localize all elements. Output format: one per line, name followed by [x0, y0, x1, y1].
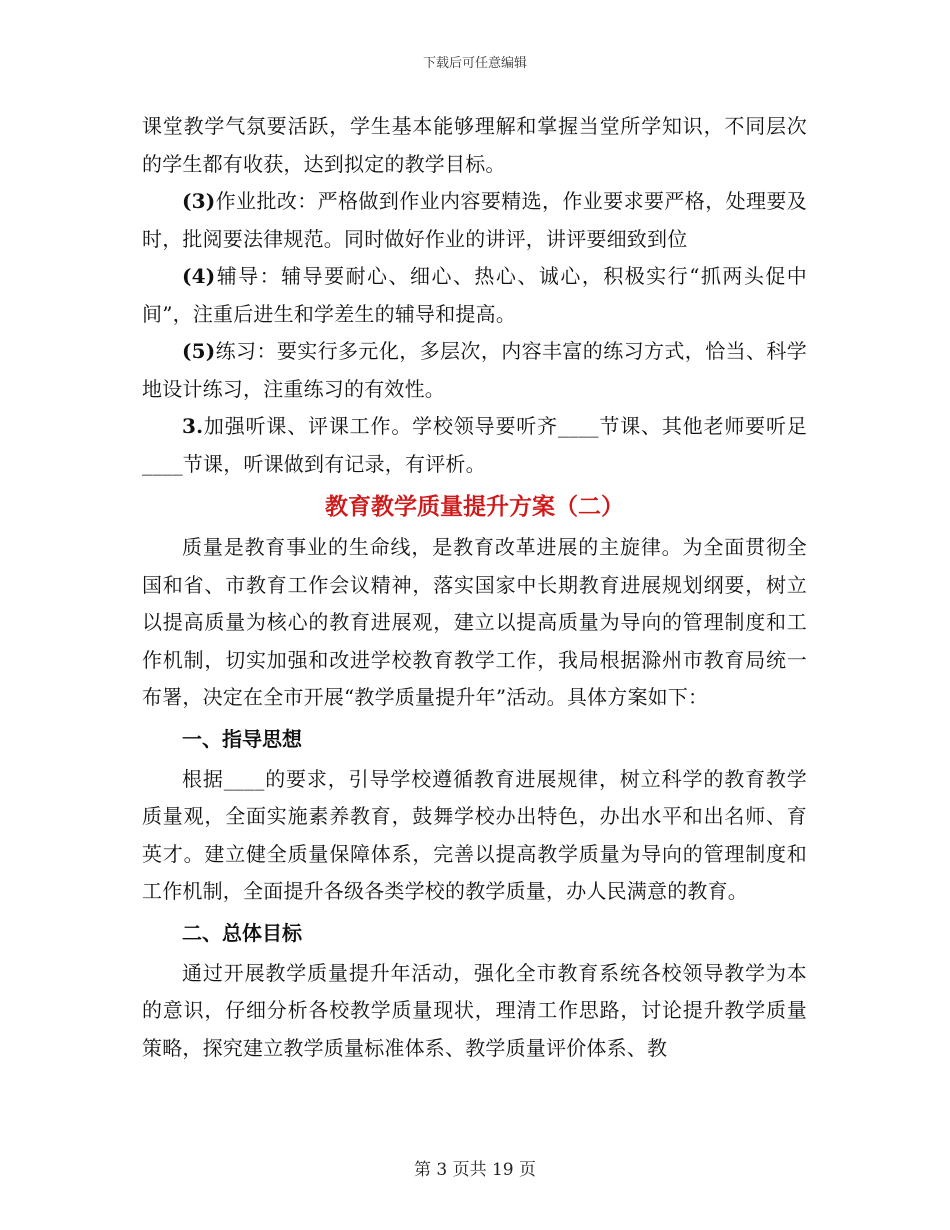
item-number: (3) [182, 189, 216, 213]
paragraph-text: 练习：要实行多元化，多层次，内容丰富的练习方式，恰当、科学地设计练习，注重练习的有效性。 [142, 339, 807, 401]
paragraph-intro: 质量是教育事业的生命线，是教育改革进展的主旋律。为全面贯彻全国和省、市教育工作会议精神，落实国家中长期教育进展规划纲要，树立以提高质量为核心的教育进展观，建立以提高质量为导向的管理制度和工作机制，切实加强和改进学校教育教学工作，我局根据滁州市教育局统一布署，决定在全市开展“教学质量提升年”活动。具体方案如下： [142, 535, 807, 709]
paragraph-practice [142, 333, 807, 408]
page-header: 下载后可任意编辑 [422, 56, 527, 71]
heading-overall-goals: 二、总体目标 [182, 920, 302, 945]
paragraph-classroom [142, 108, 807, 183]
paragraph-homework [142, 183, 807, 258]
document-body [142, 108, 807, 1067]
section-title: 教育教学质量提升方案（二） [325, 493, 624, 520]
paragraph-guiding-ideology: 根据____的要求，引导学校遵循教育进展规律，树立科学的教育教学质量观，全面实施素养教育，鼓舞学校办出特色，办出水平和出名师、育英才。建立健全质量保障体系，完善以提高教学质量为导向的管理制度和工作机制，全面提升各级各类学校的教学质量，办人民满意的教育。 [142, 766, 807, 903]
paragraph-lesson-observation [142, 408, 807, 483]
paragraph-text: 课堂教学气氛要活跃，学生基本能够理解和掌握当堂所学知识，不同层次的学生都有收获，达到拟定的教学目标。 [142, 114, 807, 176]
item-number: (5) [182, 339, 216, 363]
page-footer: 第 3 页共 19 页 [413, 1160, 537, 1180]
paragraph-overall-goals: 通过开展教学质量提升年活动，强化全市教育系统各校领导教学为本的意识，仔细分析各校教学质量现状，理清工作思路，讨论提升教学质量策略，探究建立教学质量标准体系、教学质量评价体系、教 [142, 960, 807, 1060]
paragraph-tutoring [142, 258, 807, 333]
item-number: 3. [182, 414, 204, 438]
heading-guiding-ideology: 一、指导思想 [182, 726, 302, 751]
paragraph-text: 辅导：辅导要耐心、细心、热心、诚心，积极实行“抓两头促中间”，注重后进生和学差生的辅导和提高。 [142, 264, 807, 326]
paragraph-text: 作业批改：严格做到作业内容要精选，作业要求要严格，处理要及时，批阅要法律规范。同时做好作业的讲评，讲评要细致到位 [142, 189, 807, 251]
paragraph-text: 加强听课、评课工作。学校领导要听齐____节课、其他老师要听足____节课，听课做到有记录，有评析。 [142, 414, 807, 476]
item-number: (4) [182, 264, 216, 288]
